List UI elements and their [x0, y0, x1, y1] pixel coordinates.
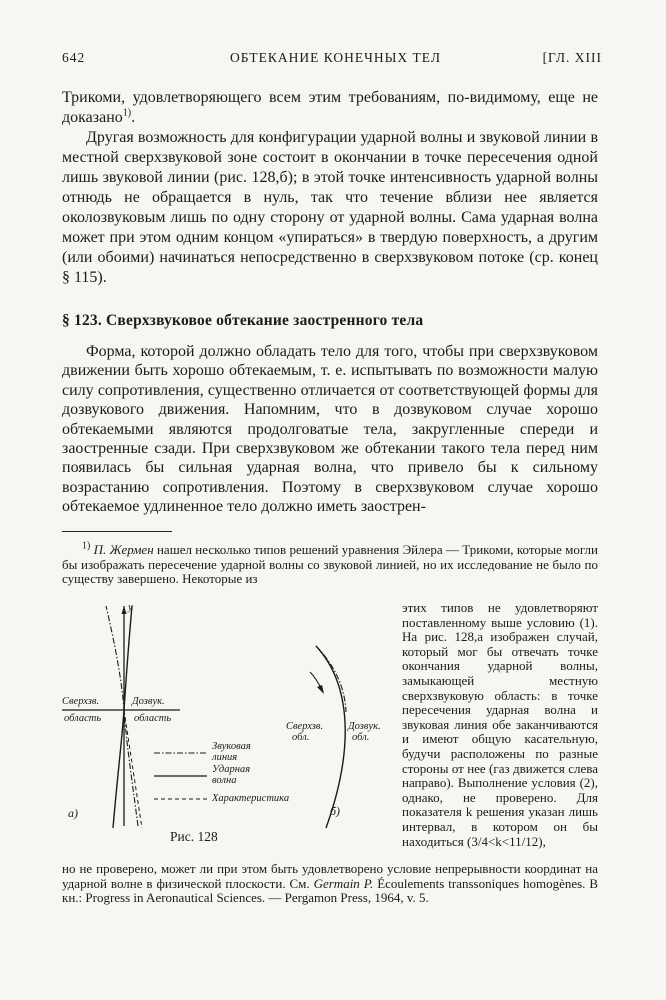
panel-b-label: б) — [330, 804, 341, 818]
footnote-top — [62, 540, 598, 587]
footnote-text-bottom: но не проверено, может ли при этом быть удовлетворено условие непрерывности координат на ударной волне в физической плоскости. См. — [62, 861, 598, 891]
footnote-text-top: нашел несколько типов решений уравнения Эйлера — Трикоми, которые могли бы изображать пересечение ударной волны со звуковой линией, но их исследование не было по существу завершено. Некоторые из — [62, 542, 598, 587]
paragraph-3: Форма, которой должно обладать тело для того, чтобы при сверхзвуковом движении быть хорошо обтекаемым, т. е. испытывать по возможности малую силу сопротивления, существенно отличается от соответствующей формы для дозвукового движения. Напомним, что в дозвуковом случае хорошо обтекаемыми являются продолговатые тела, закругленные спереди и заостренные сзади. При сверхзвуковом же обтекании такого тела перед ним появилась бы сильная ударная волна, что привело бы к сильному возрастанию сопротивления. Поэтому в сверхзвуковом случае хорошо обтекаемое удлиненное тело должно иметь заострен- — [62, 343, 598, 516]
panel-a-label: а) — [68, 806, 78, 820]
supersonic-region-label: Сверхзв. — [62, 696, 100, 707]
legend-shock-label-2: волна — [212, 775, 237, 786]
figure-caption: Рис. 128 — [170, 829, 218, 844]
figure-drawing — [62, 600, 398, 840]
body-text-section — [62, 342, 598, 517]
page-header — [62, 50, 602, 70]
footnote-mark: 1) — [122, 107, 132, 119]
legend-sonic-label-2: линия — [212, 752, 238, 763]
characteristic-curve — [124, 710, 142, 828]
reference-text: Écoulements transsoniques homogènes. В кн.: Progress in Aeronautical Sciences. — Pergamon Press, 1964, v. 5. — [62, 875, 599, 906]
footnote-rule — [62, 531, 172, 532]
subsonic-region-label: Дозвук. — [132, 696, 165, 707]
subsonic-region-label-2: область — [134, 713, 172, 724]
legend-characteristic-label: Характеристика — [212, 793, 290, 804]
footnote-bottom — [62, 862, 598, 906]
panel-b-subsonic-label: Дозвук. — [348, 721, 381, 732]
figure-128 — [62, 600, 398, 840]
footnote-side-text: этих типов не удовлетворяют поставленному выше условию (1). На рис. 128,а изображен случай, который мог бы отвечать точке окончания ударной волны, замыкающей местную сверхзвуковую область: в точке пересечения ударная волна и звуковая линия обе заканчиваются и имеют общую касательную, будучи расположены по разные стороны от нее (газ движется слева направо). Выполнение условия (2), однако, не проверено. Для показателя k решения указан лишь интервал, в котором он бы находиться (3/4<k<11/12), — [402, 600, 598, 849]
paragraph-1: Трикоми, удовлетворяющего всем этим требованиям, по-видимому, еще не доказано$^{1)}$. — [62, 89, 598, 126]
footnote-number: 1) — [82, 540, 91, 552]
y-axis-arrow — [122, 606, 127, 614]
panel-b-shock-curve — [316, 646, 345, 828]
panel-b-supersonic-label-2: обл. — [292, 732, 310, 743]
paragraph-2: Другая возможность для конфигурации ударной волны и звуковой линии в местной сверхзвуковой зоне состоит в окончании в точке пересечения одной лишь звуковой линии (рис. 128,б); в этой точке интенсивность ударной волны отнюдь не обращается в нуль, так что течение вблизи нее является околозвуковым лишь по одну сторону от ударной волны. Сама ударная волна может при этом одним концом «упираться» в твердую поверхность, а другим (или обоими) начинаться непосредственно в сверхзвуковом потоке (ср. конец § 115). — [62, 129, 598, 286]
legend-sonic-label: Звуковая — [212, 741, 251, 752]
legend-shock-label: Ударная — [212, 764, 251, 775]
running-title: ОБТЕКАНИЕ КОНЕЧНЫХ ТЕЛ — [230, 50, 441, 65]
panel-b-supersonic-label: Сверхзв. — [286, 721, 324, 732]
reference-author: Germain P. — [313, 875, 374, 891]
panel-b-sonic-curve — [316, 646, 346, 712]
footnote-author: П. Жермен — [93, 542, 154, 557]
shock-wave-curve — [113, 606, 132, 828]
panel-b-subsonic-label-2: обл. — [352, 732, 370, 743]
y-axis-label: y — [128, 602, 133, 613]
body-text-top — [62, 88, 598, 288]
chapter-label: [ГЛ. XIII — [542, 50, 602, 65]
section-title: § 123. Сверхзвуковое обтекание заостренного тела — [62, 312, 424, 329]
page-number: 642 — [62, 50, 86, 65]
panel-b-flow-arrow — [317, 685, 324, 694]
supersonic-region-label-2: область — [64, 713, 102, 724]
